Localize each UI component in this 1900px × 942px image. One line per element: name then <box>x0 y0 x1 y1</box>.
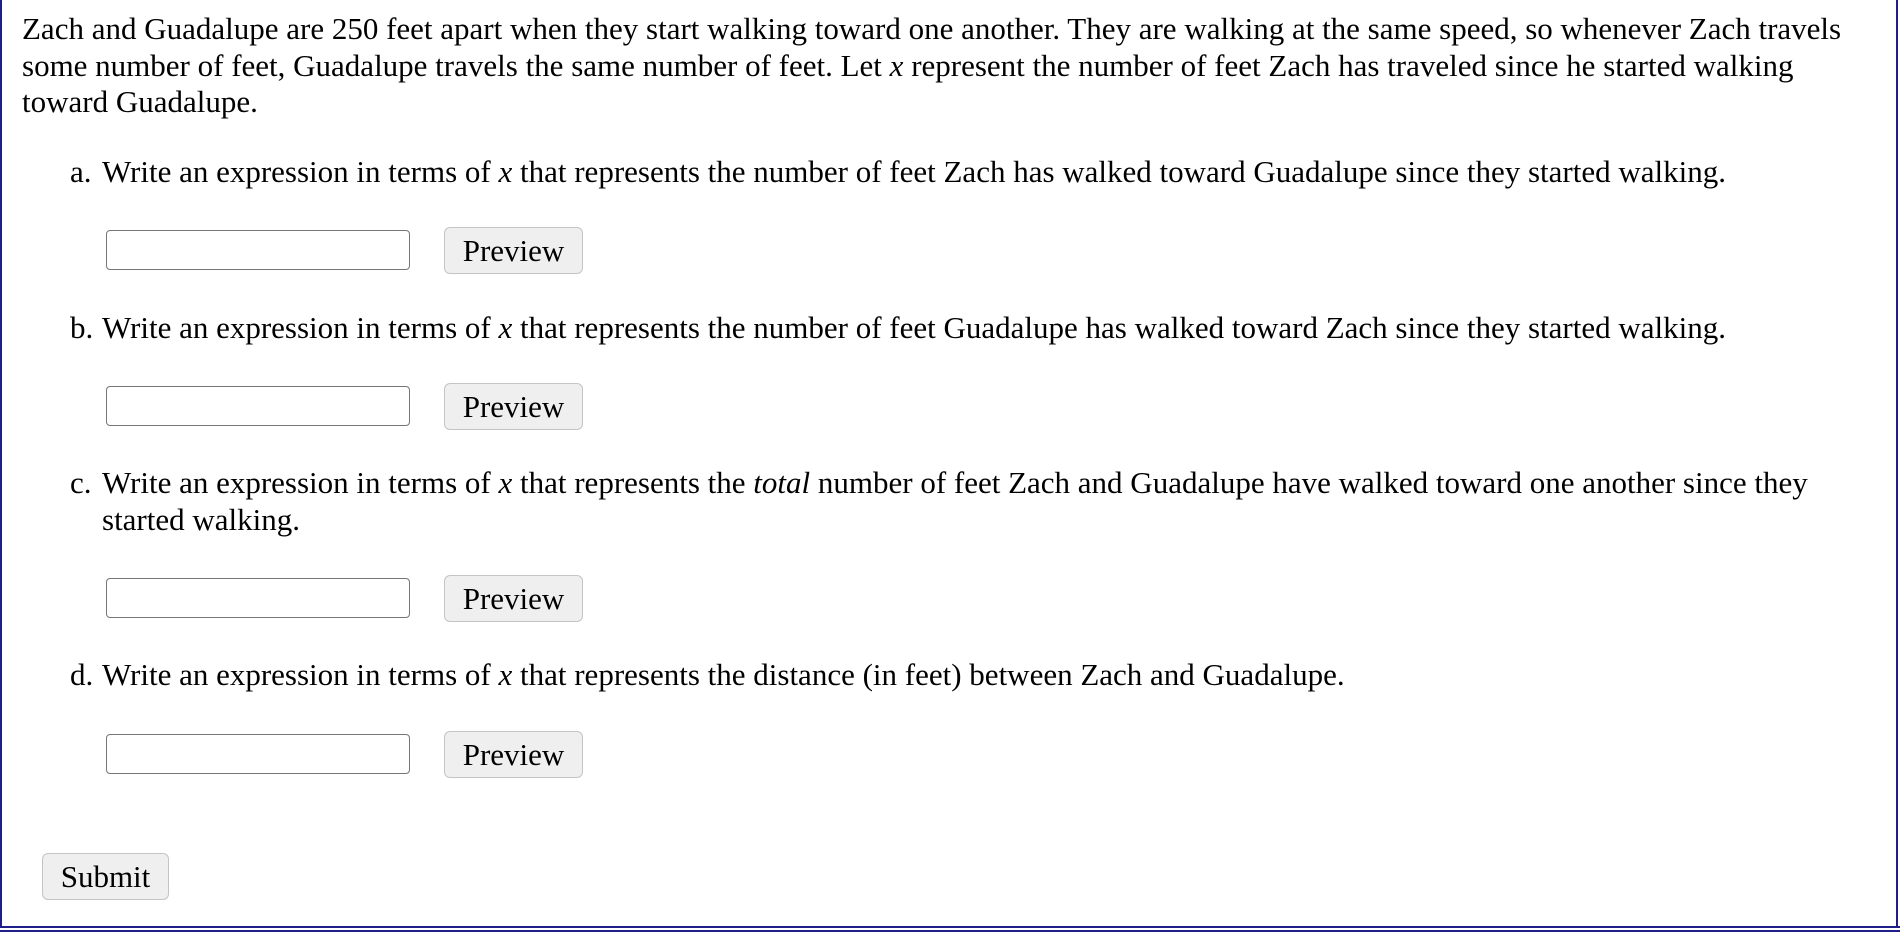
variable-x: x <box>889 47 904 83</box>
question-part-b <box>70 310 1882 347</box>
question-text: Write an expression in terms of <box>102 657 499 692</box>
part-letter: d. <box>70 657 94 692</box>
question-text-continued: started walking. <box>102 501 301 537</box>
intro-text: Zach and Guadalupe are 250 feet apart when they start walking toward one another. They are walking at the same speed, so whenever Zach travels some number of feet, Guadalupe travels the same number of feet. Let <box>22 11 1842 83</box>
question-text-end: that represents the distance (in feet) between Zach and Guadalupe. <box>512 657 1345 692</box>
question-text-mid: that represents the <box>512 465 754 500</box>
preview-button-c[interactable]: Preview <box>444 575 583 622</box>
question-text: Write an expression in terms of <box>102 310 499 345</box>
variable-x: x <box>498 154 513 189</box>
answer-input-b[interactable] <box>106 386 410 426</box>
preview-button-a[interactable]: Preview <box>444 227 583 274</box>
answer-input-a[interactable] <box>106 230 410 270</box>
preview-button-b[interactable]: Preview <box>444 383 583 430</box>
question-part-d <box>70 657 1882 694</box>
intro-text-end: represent the number of feet Zach has traveled since he started walking toward Guadalupe. <box>22 47 1794 119</box>
question-part-a <box>70 154 1882 191</box>
question-text: Write an expression in terms of <box>102 465 499 500</box>
question-text: Write an expression in terms of <box>102 154 499 189</box>
variable-x: x <box>498 657 513 692</box>
submit-button[interactable]: Submit <box>42 853 169 900</box>
answer-input-d[interactable] <box>106 734 410 774</box>
question-text-end: number of feet Zach and Guadalupe have walked toward one another since they <box>810 465 1808 500</box>
emphasis-total: total <box>753 465 811 500</box>
question-text-end: that represents the number of feet Zach has walked toward Guadalupe since they started walking. <box>512 154 1726 189</box>
variable-x: x <box>498 310 513 345</box>
preview-button-d[interactable]: Preview <box>444 731 583 778</box>
problem-intro <box>22 11 1877 121</box>
part-letter: a. <box>70 154 92 189</box>
question-part-c <box>70 465 1882 538</box>
variable-x: x <box>498 465 513 500</box>
answer-input-c[interactable] <box>106 578 410 618</box>
question-text-end: that represents the number of feet Guadalupe has walked toward Zach since they started walking. <box>512 310 1726 345</box>
part-letter: b. <box>70 310 94 345</box>
part-letter: c. <box>70 465 92 500</box>
bottom-divider <box>0 926 1900 932</box>
